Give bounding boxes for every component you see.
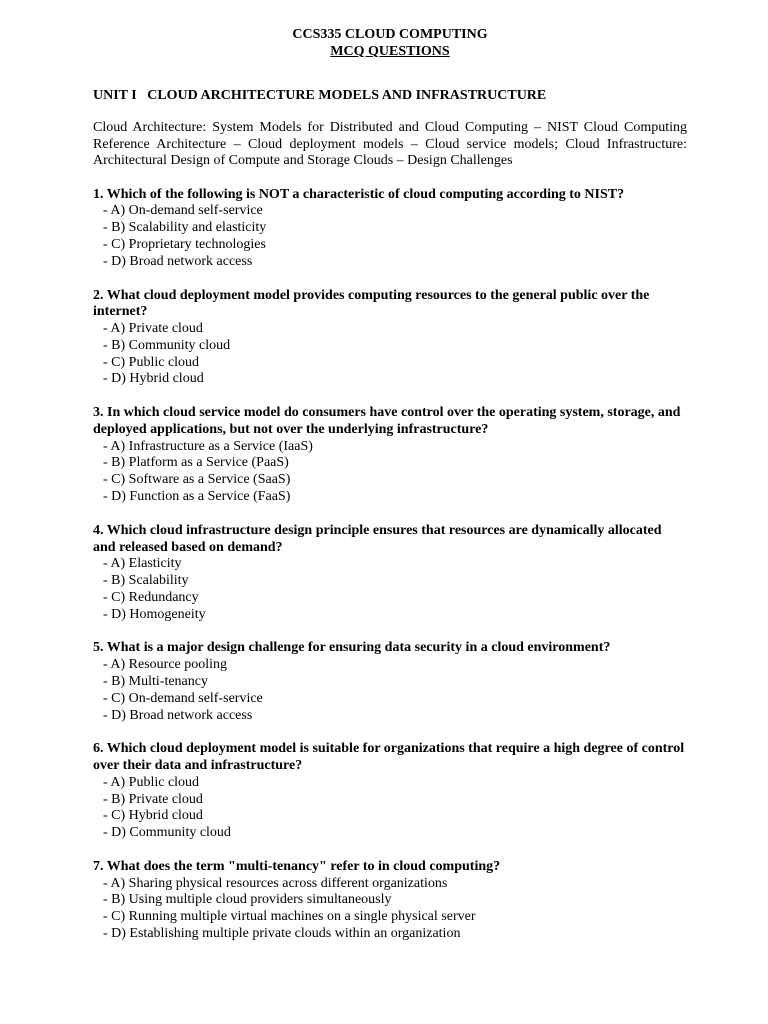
answer-option: - D) Broad network access <box>103 253 253 269</box>
unit-heading: UNIT I CLOUD ARCHITECTURE MODELS AND INFRASTRUCTURE <box>93 88 547 103</box>
option-list <box>93 657 687 724</box>
option-list <box>93 876 687 943</box>
option-list <box>93 556 687 623</box>
option-list <box>93 439 687 506</box>
answer-option: - C) Hybrid cloud <box>103 808 203 824</box>
answer-option: - D) Establishing multiple private clouds within an organization <box>103 926 461 942</box>
answer-option: - C) Software as a Service (SaaS) <box>103 472 291 488</box>
answer-option: - D) Broad network access <box>103 707 253 723</box>
answer-option: - B) Private cloud <box>103 791 203 807</box>
answer-option: - B) Community cloud <box>103 337 231 353</box>
answer-option: - B) Scalability <box>103 573 189 589</box>
question-text: 6. Which cloud deployment model is suitable for organizations that require a high degree of control over their data and infrastructure? <box>93 741 685 774</box>
question-block <box>93 859 687 943</box>
answer-option: - D) Hybrid cloud <box>103 371 204 387</box>
answer-option: - A) On-demand self-service <box>103 203 263 219</box>
question-list <box>93 187 687 943</box>
unit-syllabus: Cloud Architecture: System Models for Distributed and Cloud Computing – NIST Cloud Computing Reference Architecture – Cloud deployment models – Cloud service models; Cloud Infrastructure: Architectural Design of Compute and Storage Clouds – Design Challenges <box>93 120 687 169</box>
answer-option: - A) Public cloud <box>103 774 200 790</box>
question-block <box>93 405 687 506</box>
answer-option: - D) Function as a Service (FaaS) <box>103 489 291 505</box>
answer-option: - C) On-demand self-service <box>103 690 263 706</box>
answer-option: - D) Homogeneity <box>103 606 206 622</box>
option-list <box>93 775 687 842</box>
question-text: 7. What does the term "multi-tenancy" refer to in cloud computing? <box>93 858 501 874</box>
question-text: 4. Which cloud infrastructure design principle ensures that resources are dynamically allocated and released based on demand? <box>93 522 662 555</box>
answer-option: - B) Multi-tenancy <box>103 673 208 689</box>
answer-option: - C) Redundancy <box>103 589 199 605</box>
document-subtitle: MCQ QUESTIONS <box>330 44 450 59</box>
answer-option: - A) Private cloud <box>103 321 203 337</box>
answer-option: - D) Community cloud <box>103 825 231 841</box>
question-text: 1. Which of the following is NOT a characteristic of cloud computing according to NIST? <box>93 186 625 202</box>
answer-option: - C) Public cloud <box>103 354 200 370</box>
option-list <box>93 203 687 270</box>
question-block <box>93 741 687 842</box>
answer-option: - A) Sharing physical resources across different organizations <box>103 875 448 891</box>
option-list <box>93 321 687 388</box>
answer-option: - B) Scalability and elasticity <box>103 220 267 236</box>
question-text: 2. What cloud deployment model provides computing resources to the general public over the internet? <box>93 287 650 320</box>
question-block <box>93 187 687 271</box>
question-block <box>93 640 687 724</box>
answer-option: - A) Elasticity <box>103 556 182 572</box>
question-block <box>93 288 687 389</box>
document-page <box>93 26 687 943</box>
answer-option: - A) Infrastructure as a Service (IaaS) <box>103 438 313 454</box>
document-title: CCS335 CLOUD COMPUTING <box>292 27 488 42</box>
answer-option: - C) Proprietary technologies <box>103 237 266 253</box>
question-text: 5. What is a major design challenge for ensuring data security in a cloud environment? <box>93 640 611 656</box>
answer-option: - B) Platform as a Service (PaaS) <box>103 455 289 471</box>
document-header <box>93 26 687 60</box>
answer-option: - B) Using multiple cloud providers simultaneously <box>103 892 392 908</box>
question-block <box>93 523 687 624</box>
answer-option: - A) Resource pooling <box>103 657 228 673</box>
answer-option: - C) Running multiple virtual machines on a single physical server <box>103 909 476 925</box>
question-text: 3. In which cloud service model do consumers have control over the operating system, storage, and deployed applications, but not over the underlying infrastructure? <box>93 405 681 437</box>
